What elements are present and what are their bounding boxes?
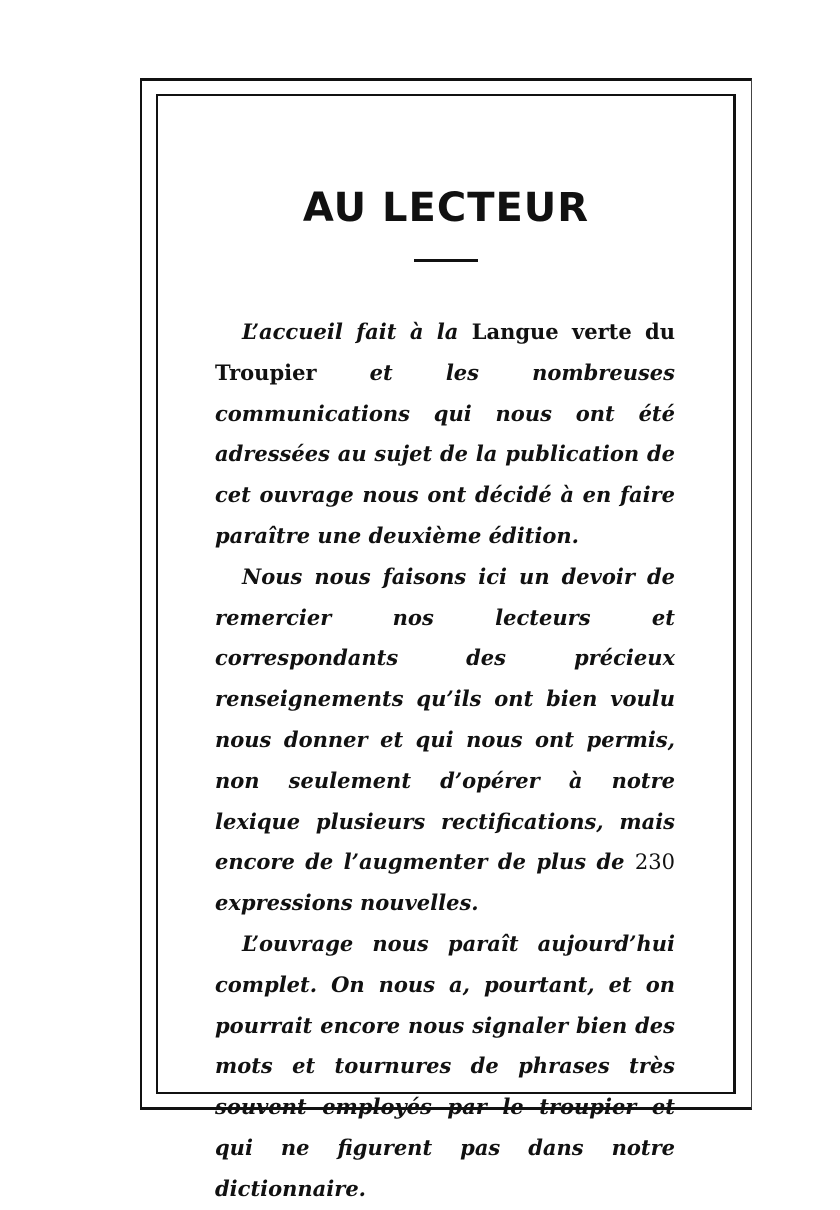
paragraph-3: L’ouvrage nous paraît aujourd’hui complet. On nous a, pourtant, et on pourrait encore nous signaler bien des mots et tournures de phrases très souvent employés par le troupier et qui ne figurent pas dans notre dictionnaire. [215, 930, 675, 1201]
paragraph-2-main: Nous nous faisons ici un devoir de remercier nos lecteurs et correspondants des précieux renseignements qu’ils ont bien voulu nous donner et qui nous ont permis, non seulement d’opérer à notre lexique plusieurs rectifications, mais encore de l’augmenter de plus de [215, 563, 675, 875]
book-title-reference: Langue verte du Troupier [215, 319, 676, 385]
paragraph-2-end: expressions nouvelles. [215, 890, 479, 916]
title-divider [414, 259, 478, 262]
paragraph-1-rest: et les nombreuses communications qui nous ont été adressées au sujet de la publication de cet ouvrage nous ont décidé à en faire paraître une deuxième édition. [215, 359, 675, 548]
preface-text [215, 312, 675, 1210]
paragraph-1-intro: L’accueil fait à la [242, 319, 472, 344]
page-title: AU LECTEUR [302, 185, 590, 231]
paragraph-1 [215, 312, 675, 557]
paragraph-2 [215, 557, 675, 924]
expressions-count: 230 [634, 850, 675, 875]
